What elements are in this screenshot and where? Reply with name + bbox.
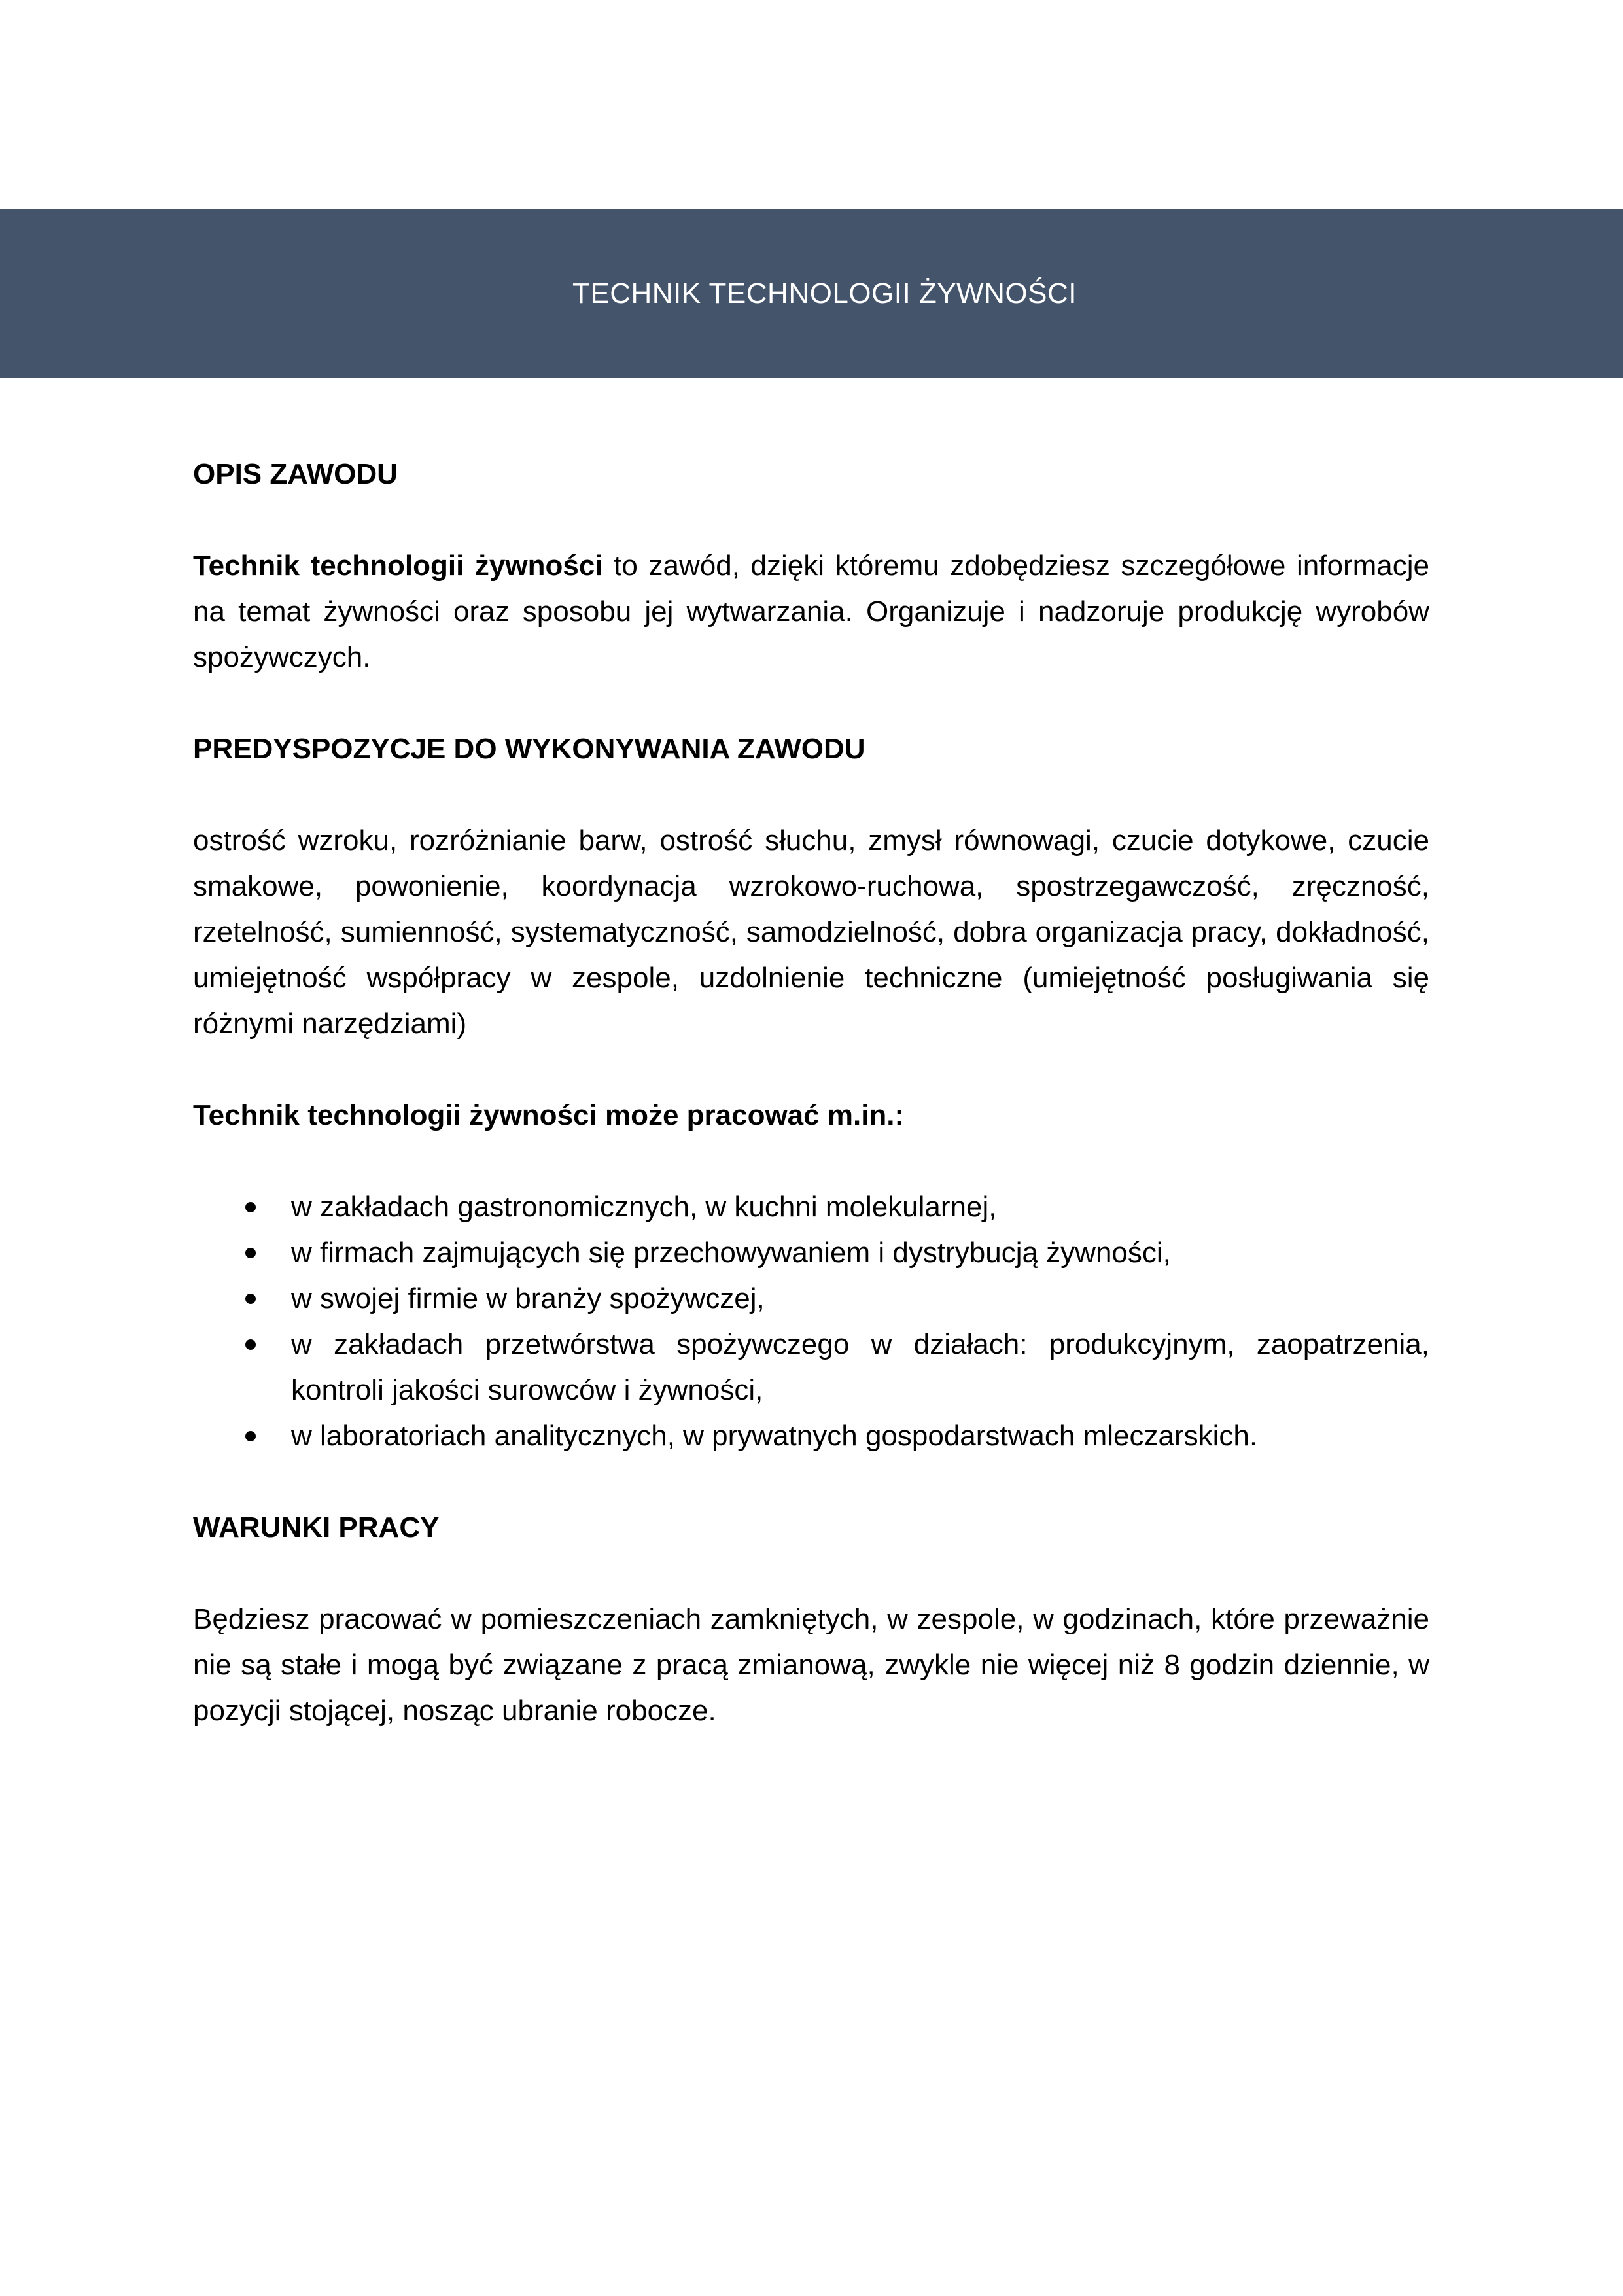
- list-item: w swojej firmie w branży spożywczej,: [193, 1276, 1429, 1322]
- workplace-list: [193, 1184, 1429, 1459]
- opis-paragraph: [193, 543, 1429, 680]
- section-heading-praca: Technik technologii żywności może pracować m.in.:: [193, 1099, 905, 1131]
- bullet-icon: [245, 1294, 256, 1304]
- bullet-icon: [245, 1248, 256, 1258]
- opis-text: to zawód, dzięki któremu zdobędziesz szczegółowe informacje na temat żywności oraz sposobu jej wytwarzania. Organizuje i nadzoruje produkcję wyrobów spożywczych.: [193, 550, 1429, 673]
- list-item: w zakładach gastronomicznych, w kuchni molekularnej,: [193, 1184, 1429, 1230]
- list-item: w laboratoriach analitycznych, w prywatnych gospodarstwach mleczarskich.: [193, 1413, 1429, 1459]
- list-item: w zakładach przetwórstwa spożywczego w działach: produkcyjnym, zaopatrzenia, kontroli jakości surowców i żywności,: [193, 1322, 1429, 1413]
- list-item: w firmach zajmujących się przechowywaniem i dystrybucją żywności,: [193, 1230, 1429, 1276]
- bullet-icon: [245, 1202, 256, 1212]
- header-band: [0, 209, 1623, 378]
- bullet-icon: [245, 1339, 256, 1350]
- page-title: TECHNIK TECHNOLOGII ŻYWNOŚCI: [572, 277, 1077, 309]
- document-body: [193, 451, 1429, 1734]
- warunki-paragraph: Będziesz pracować w pomieszczeniach zamkniętych, w zespole, w godzinach, które przeważnie nie są stałe i mogą być związane z pracą zmianową, zwykle nie więcej niż 8 godzin dziennie, w pozycji stojącej, nosząc ubranie robocze.: [193, 1603, 1429, 1727]
- opis-lead-bold: Technik technologii żywności: [193, 550, 603, 582]
- bullet-icon: [245, 1431, 256, 1441]
- section-heading-warunki: WARUNKI PRACY: [193, 1511, 440, 1544]
- section-heading-predyspozycje: PREDYSPOZYCJE DO WYKONYWANIA ZAWODU: [193, 733, 865, 765]
- predyspozycje-paragraph: ostrość wzroku, rozróżnianie barw, ostrość słuchu, zmysł równowagi, czucie dotykowe, czucie smakowe, powonienie, koordynacja wzrokowo-ruchowa, spostrzegawczość, zręczność, rzetelność, sumienność, systematyczność, samodzielność, dobra organizacja pracy, dokładność, umiejętność współpracy w zespole, uzdolnienie techniczne (umiejętność posługiwania się różnymi narzędziami): [193, 824, 1429, 1040]
- section-heading-opis: OPIS ZAWODU: [193, 458, 398, 490]
